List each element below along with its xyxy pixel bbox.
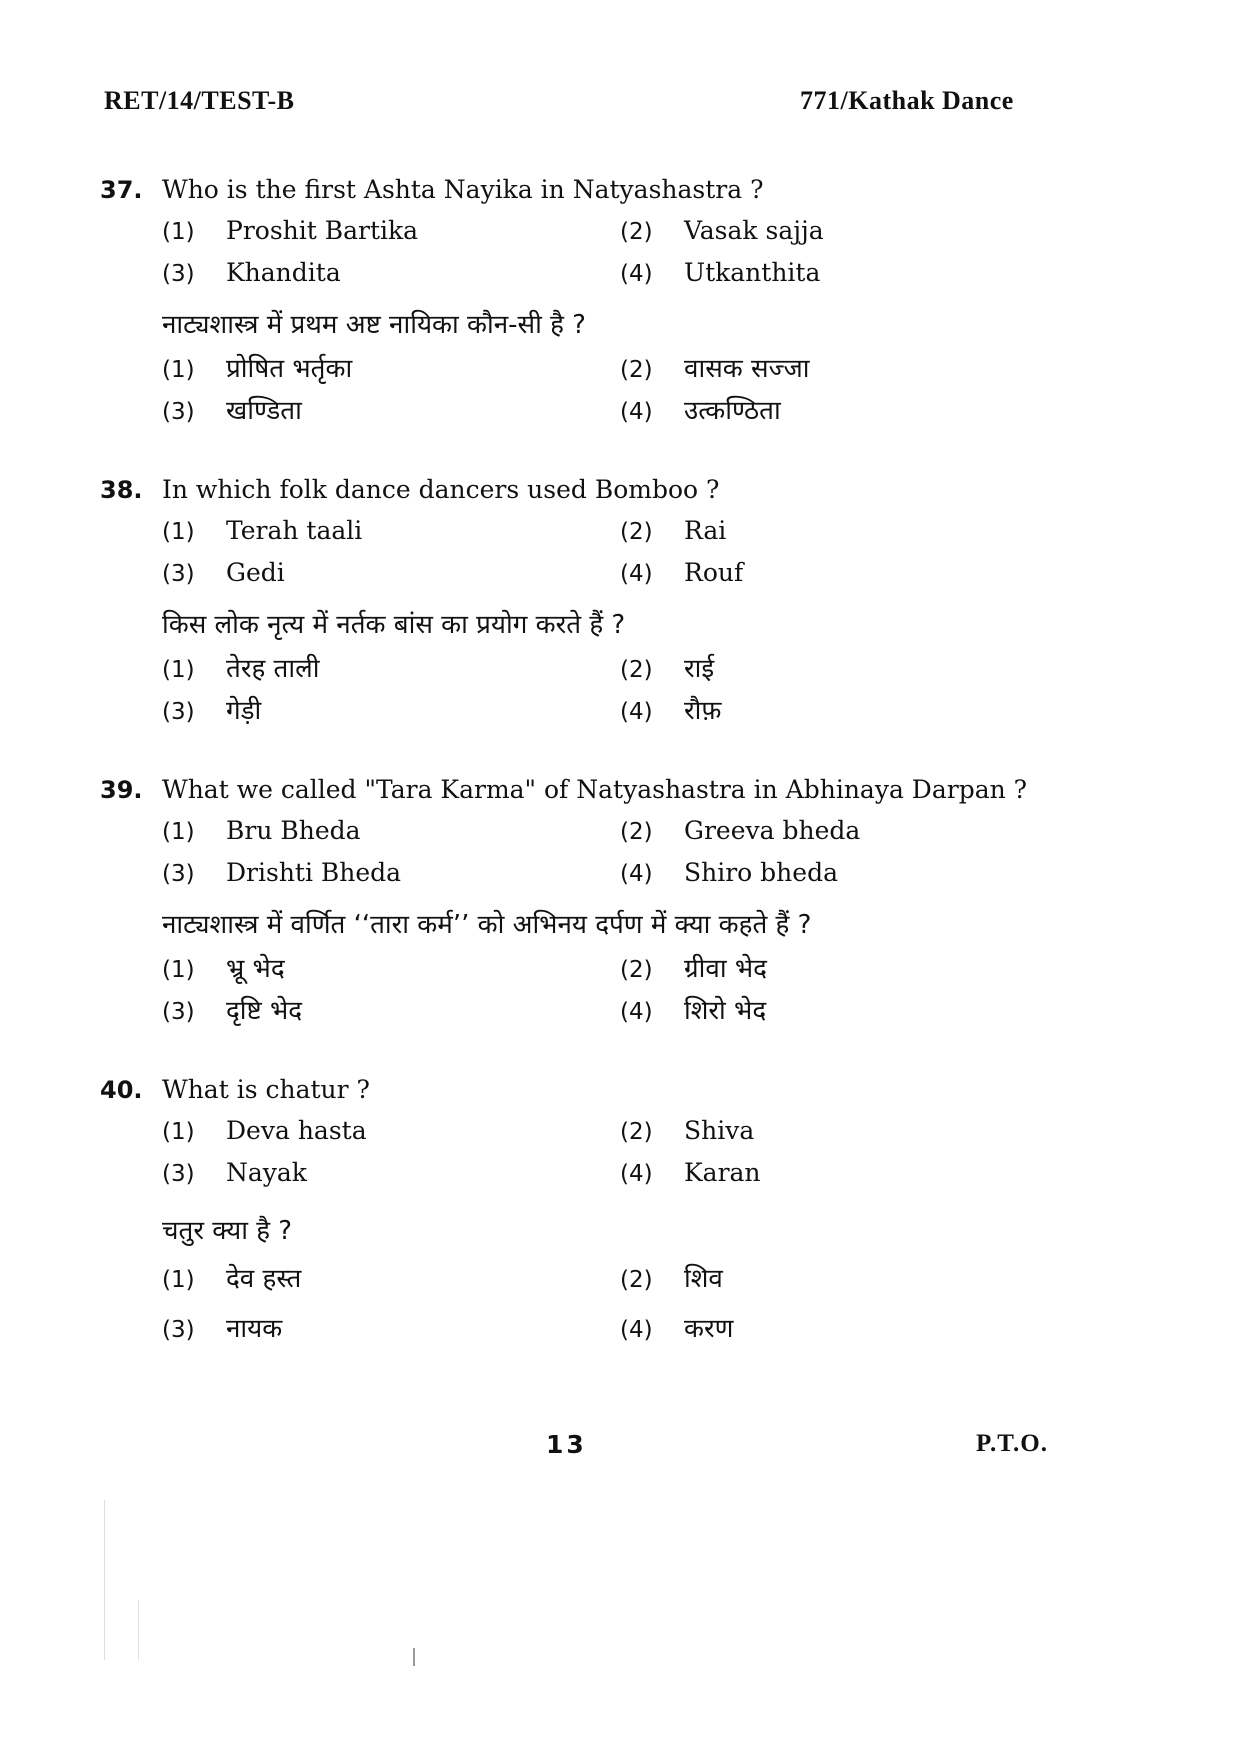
option-4-hi: (4) उत्कण्ठिता — [620, 396, 781, 426]
option-3-en: (3) Nayak — [162, 1158, 307, 1187]
question-38 — [100, 470, 1100, 732]
question-number: 39. — [100, 776, 143, 804]
option-3-hi: (3) गेड़ी — [162, 696, 262, 726]
option-2-en: (2) Greeva bheda — [620, 816, 861, 845]
header-test-code: RET/14/TEST-B — [104, 86, 295, 115]
question-number: 40. — [100, 1076, 143, 1104]
option-1-en: (1) Terah taali — [162, 516, 363, 545]
question-text-en: What is chatur ? — [162, 1075, 370, 1104]
option-1-hi: (1) प्रोषित भर्तृका — [162, 354, 353, 384]
option-1-en: (1) Bru Bheda — [162, 816, 361, 845]
page-number: 13 — [546, 1430, 587, 1459]
question-number: 38. — [100, 476, 143, 504]
please-turn-over: P.T.O. — [976, 1430, 1048, 1457]
option-2-hi: (2) वासक सज्जा — [620, 354, 810, 384]
question-37 — [100, 170, 1100, 432]
option-4-en: (4) Utkanthita — [620, 258, 821, 287]
option-4-hi: (4) शिरो भेद — [620, 996, 767, 1026]
question-text-en: What we called "Tara Karma" of Natyashastra in Abhinaya Darpan ? — [162, 775, 1028, 804]
question-text-hi: नाट्यशास्त्र में वर्णित ‘‘तारा कर्म’’ को अभिनय दर्पण में क्या कहते हैं ? — [162, 910, 812, 940]
option-3-en: (3) Khandita — [162, 258, 341, 287]
option-1-hi: (1) तेरह ताली — [162, 654, 320, 684]
option-2-en: (2) Rai — [620, 516, 727, 545]
option-3-en: (3) Gedi — [162, 558, 285, 587]
option-4-hi: (4) करण — [620, 1314, 734, 1344]
option-2-hi: (2) ग्रीवा भेद — [620, 954, 767, 984]
option-1-hi: (1) देव हस्त — [162, 1264, 302, 1294]
question-text-hi: किस लोक नृत्य में नर्तक बांस का प्रयोग करते हैं ? — [162, 610, 626, 640]
option-3-hi: (3) नायक — [162, 1314, 283, 1344]
header-subject: 771/Kathak Dance — [800, 86, 1014, 115]
option-2-hi: (2) राई — [620, 654, 715, 684]
option-1-en: (1) Deva hasta — [162, 1116, 367, 1145]
question-number: 37. — [100, 176, 143, 204]
option-3-hi: (3) खण्डिता — [162, 396, 302, 426]
question-39 — [100, 770, 1100, 1032]
option-3-en: (3) Drishti Bheda — [162, 858, 402, 887]
question-text-hi: नाट्यशास्त्र में प्रथम अष्ट नायिका कौन-सी है ? — [162, 310, 586, 340]
option-4-en: (4) Rouf — [620, 558, 744, 587]
option-2-en: (2) Vasak sajja — [620, 216, 824, 245]
question-text-en: In which folk dance dancers used Bomboo ? — [162, 475, 720, 504]
option-2-en: (2) Shiva — [620, 1116, 755, 1145]
scan-mark — [413, 1648, 415, 1666]
option-4-en: (4) Shiro bheda — [620, 858, 838, 887]
option-1-hi: (1) भ्रू भेद — [162, 954, 285, 984]
scan-mark — [104, 1500, 105, 1660]
question-40 — [100, 1070, 1100, 1358]
option-4-en: (4) Karan — [620, 1158, 761, 1187]
question-text-hi: चतुर क्या है ? — [162, 1216, 293, 1246]
scan-mark — [138, 1600, 139, 1660]
option-3-hi: (3) दृष्टि भेद — [162, 996, 303, 1026]
option-1-en: (1) Proshit Bartika — [162, 216, 419, 245]
question-text-en: Who is the first Ashta Nayika in Natyashastra ? — [162, 175, 764, 204]
option-2-hi: (2) शिव — [620, 1264, 723, 1294]
option-4-hi: (4) रौफ़ — [620, 696, 722, 726]
